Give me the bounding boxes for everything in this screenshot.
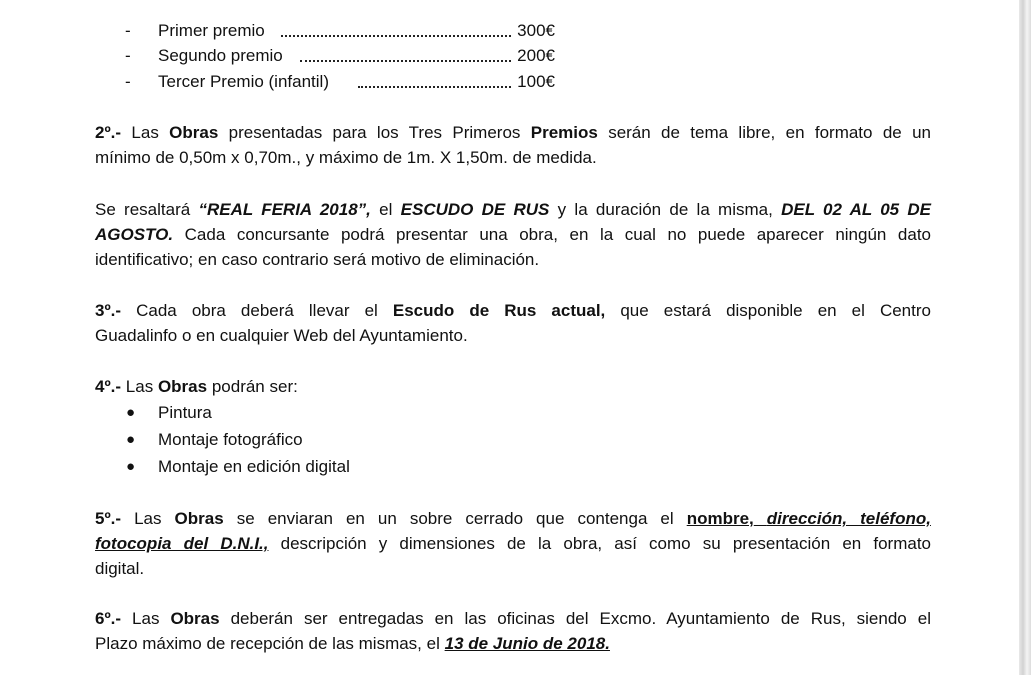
prize-item-2 — [125, 45, 565, 67]
section-5-line-1 — [95, 508, 931, 530]
bold-italic-text: ESCUDO DE RUS — [400, 200, 550, 219]
section-2-line-1 — [95, 122, 931, 144]
prize-item-1 — [125, 20, 565, 42]
text: Las — [132, 609, 160, 628]
dash-bullet: - — [125, 46, 131, 65]
prize-label: Segundo premio — [158, 46, 283, 65]
bold-text: Obras — [174, 509, 224, 528]
bold-italic-text: “REAL FERIA 2018”, — [198, 200, 371, 219]
text: que estará disponible en el Centro — [620, 301, 931, 320]
highlight-line-3: identificativo; en caso contrario será motivo de eliminación. — [95, 250, 540, 269]
prize-label: Tercer Premio (infantil) — [158, 72, 329, 91]
prize-amount: 200€ — [517, 46, 555, 65]
text: Las — [125, 377, 154, 396]
prize-amount: 300€ — [517, 21, 555, 40]
text: Cada obra deberá llevar el — [136, 301, 378, 320]
text: nombre, — [686, 509, 754, 528]
prize-amount: 100€ — [517, 72, 555, 91]
dot-leader — [300, 60, 511, 62]
page-edge — [1019, 0, 1031, 675]
text: Plazo máximo de recepción de las mismas, el — [95, 634, 440, 653]
list-item-label: Montaje fotográfico — [158, 430, 303, 449]
text: deberán ser entregadas en las oficinas del Excmo. Ayuntamiento de Rus, siendo el — [230, 609, 931, 628]
section-4-line-1 — [95, 376, 298, 398]
underlined-text: fotocopia del D.N.I., — [95, 534, 269, 553]
underlined-text — [687, 509, 931, 528]
text: se enviaran en un sobre cerrado que contenga el — [236, 509, 674, 528]
bullet-icon: ● — [126, 431, 136, 448]
dash-bullet: - — [125, 72, 131, 91]
dot-leader — [358, 86, 511, 88]
text: serán de tema libre, en formato de un — [608, 123, 931, 142]
section-6-line-2 — [95, 633, 610, 655]
bold-text: Obras — [157, 377, 208, 396]
dash-bullet: - — [125, 21, 131, 40]
bold-text: Premios — [530, 123, 598, 142]
prize-item-3 — [125, 71, 565, 93]
bold-italic-text: dirección, teléfono, — [766, 509, 931, 528]
text: descripción y dimensiones de la obra, así como su presentación en formato — [280, 534, 931, 553]
text: Se resaltará — [95, 200, 191, 219]
text: Cada concursante podrá presentar una obra, en la cual no puede aparecer ningún dato — [184, 225, 931, 244]
section-3-number: 3º.- — [95, 301, 122, 320]
highlight-line-2 — [95, 224, 931, 246]
list-item-label: Montaje en edición digital — [158, 457, 350, 476]
bold-italic-text: AGOSTO. — [95, 225, 174, 244]
text: y la duración de la misma, — [557, 200, 773, 219]
dot-leader — [281, 35, 511, 37]
section-3-line-2: Guadalinfo o en cualquier Web del Ayuntamiento. — [95, 326, 468, 345]
section-5-line-3: digital. — [95, 559, 145, 578]
section-2-number: 2º.- — [95, 123, 122, 142]
section-6-line-1 — [95, 608, 931, 630]
list-item-label: Pintura — [158, 403, 212, 422]
section-2-line-2: mínimo de 0,50m x 0,70m., y máximo de 1m. X 1,50m. de medida. — [95, 148, 597, 167]
section-5-number: 5º.- — [95, 509, 122, 528]
text: presentadas para los Tres Primeros — [228, 123, 521, 142]
bold-text: Obras — [170, 609, 220, 628]
text: el — [379, 200, 393, 219]
bullet-icon: ● — [126, 458, 136, 475]
deadline-date: 13 de Junio de 2018. — [444, 634, 610, 653]
prize-label: Primer premio — [158, 21, 265, 40]
section-3-line-1 — [95, 300, 931, 322]
highlight-line-1 — [95, 199, 931, 221]
bold-italic-text: DEL 02 AL 05 DE — [781, 200, 931, 219]
bold-text: Obras — [169, 123, 219, 142]
bold-text: Escudo de Rus actual, — [392, 301, 606, 320]
section-6-number: 6º.- — [95, 609, 122, 628]
text: Las — [131, 123, 159, 142]
bullet-icon: ● — [126, 404, 136, 421]
section-4-number: 4º.- — [95, 377, 122, 396]
text: podrán ser: — [211, 377, 298, 396]
text: Las — [134, 509, 162, 528]
section-5-line-2 — [95, 533, 931, 555]
